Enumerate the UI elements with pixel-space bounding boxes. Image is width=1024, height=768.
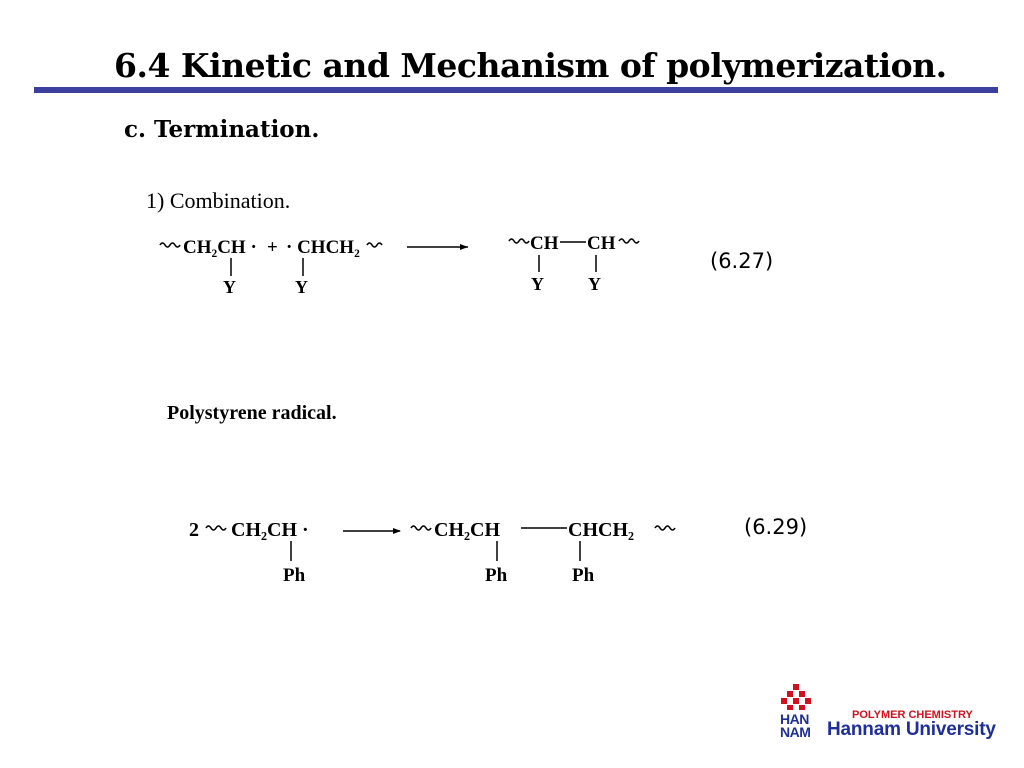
radical-1: CH₂CH · bbox=[183, 237, 257, 258]
substituent-ph: Ph bbox=[485, 565, 508, 586]
substituent-ph: Ph bbox=[572, 565, 595, 586]
styrene-radical: CH₂CH · bbox=[231, 519, 309, 541]
product-ch-left: CH bbox=[530, 233, 559, 254]
logo-tagline: POLYMER CHEMISTRY bbox=[852, 709, 973, 721]
product-right: CHCH₂ bbox=[568, 519, 634, 541]
logo-han: HAN bbox=[780, 711, 809, 727]
substituent-y: Y bbox=[223, 277, 236, 297]
list-item-combination: 1) Combination. bbox=[146, 188, 291, 213]
substituent-y: Y bbox=[588, 274, 601, 294]
equation-number-6-27: (6.27) bbox=[710, 249, 774, 273]
section-heading: c. Termination. bbox=[124, 116, 320, 143]
slide-title: 6.4 Kinetic and Mechanism of polymerization. bbox=[114, 46, 947, 85]
product-ch-right: CH bbox=[587, 233, 616, 254]
substituent-y: Y bbox=[531, 274, 544, 294]
radical-2: · CHCH₂ bbox=[286, 237, 360, 258]
substituent-y: Y bbox=[295, 277, 308, 297]
product-left: CH₂CH bbox=[434, 519, 500, 541]
coefficient-2: 2 bbox=[189, 519, 199, 541]
plus-sign: + bbox=[267, 237, 278, 258]
equation-number-6-29: (6.29) bbox=[744, 515, 808, 539]
logo-nam: NAM bbox=[780, 724, 811, 740]
university-name: Hannam University bbox=[827, 719, 996, 740]
substituent-ph: Ph bbox=[283, 565, 306, 586]
polystyrene-radical-label: Polystyrene radical. bbox=[167, 402, 337, 424]
